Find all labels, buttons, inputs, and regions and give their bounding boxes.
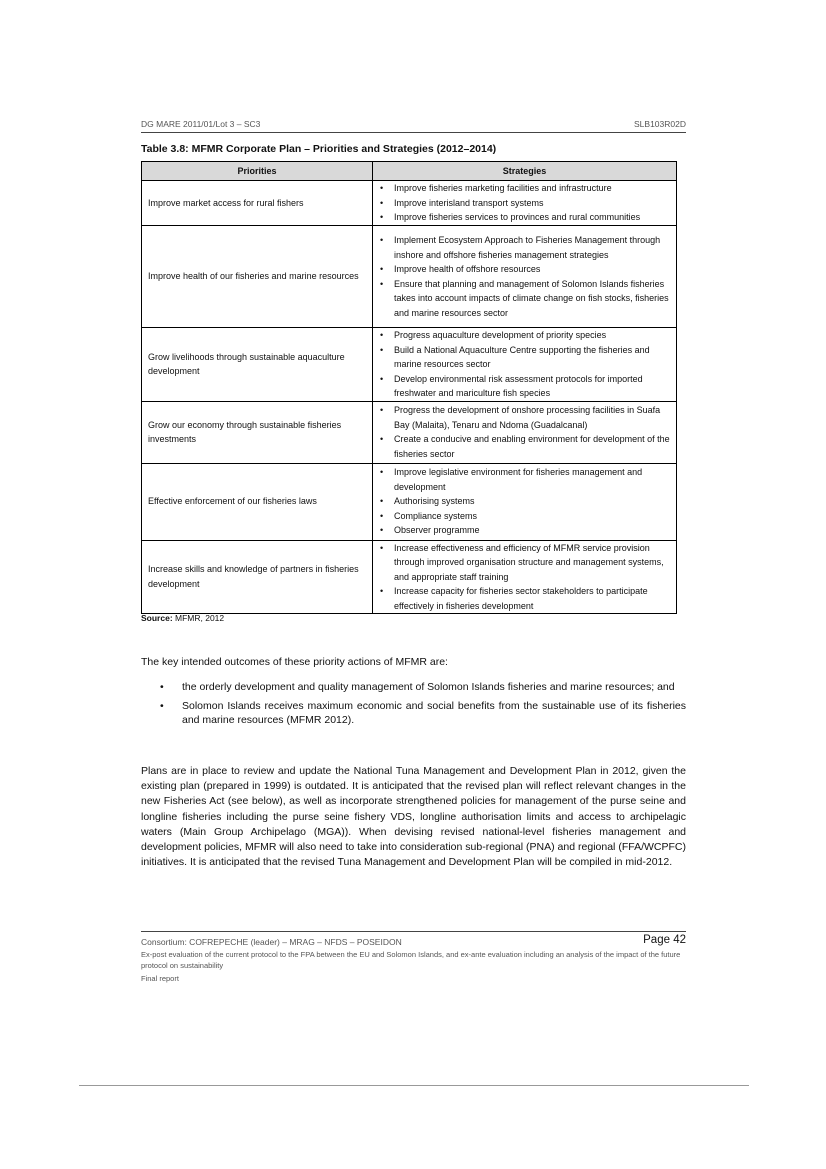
table-header-row — [142, 162, 677, 181]
strategy-list — [377, 181, 673, 225]
footer-divider — [141, 931, 686, 932]
strategy-item: • Improve fisheries services to provinces and rural communities — [377, 210, 673, 225]
header-reference: DG MARE 2011/01/Lot 3 – SC3 — [141, 119, 261, 129]
tuna-plan-paragraph: Plans are in place to review and update the National Tuna Management and Development Plan in 2012, given the existing plan (prepared in 1999) is outdated. It is anticipated that the revised plan will reflect relevant changes in the new Fisheries Act (see below), as well as incorporate strengthened policies for management of the purse seine and longline fisheries including the purse seine fishery VDS, longline authorisation limits and access to archipelagic waters (Main Group Archipelago (MGA)). When devising revised national-level fisheries management and development policies, MFMR will also need to take into consideration sub-regional (PNA) and regional (FFA/WCPFC) initiatives. It is anticipated that the revised Tuna Management and Development Plan will be compiled in mid-2012. — [141, 765, 686, 869]
strategy-item: • Authorising systems — [377, 494, 673, 509]
strategy-list — [377, 465, 673, 538]
strategy-list — [377, 541, 673, 614]
strategies-cell — [373, 181, 677, 226]
table-row — [142, 540, 677, 614]
column-header-strategies: Strategies — [373, 162, 677, 181]
strategy-list — [377, 328, 673, 401]
priority-cell: Improve market access for rural fishers — [142, 181, 373, 226]
strategy-item: • Progress the development of onshore processing facilities in Suafa Bay (Malaita), Tenaru and Ndoma (Guadalcanal) — [377, 403, 673, 432]
priority-cell: Increase skills and knowledge of partners in fisheries development — [142, 540, 373, 614]
footer-note: Ex-post evaluation of the current protocol to the FPA between the EU and Solomon Islands, and ex-ante evaluation including an analysis of the impact of the future protocol on sustainability — [141, 950, 681, 970]
page-bottom-divider — [79, 1085, 749, 1086]
outcomes-list — [141, 680, 686, 732]
outcome-item: • the orderly development and quality management of Solomon Islands fisheries and marine resources; and — [141, 680, 686, 694]
table-row — [142, 401, 677, 463]
strategy-item: • Ensure that planning and management of Solomon Islands fisheries takes into account impacts of climate change on fish stocks, fisheries and marine resources sector — [377, 277, 673, 321]
source-text: MFMR, 2012 — [172, 613, 225, 623]
strategy-item: • Improve interisland transport systems — [377, 196, 673, 211]
strategy-item: • Increase capacity for fisheries sector stakeholders to participate effectively in fisheries development — [377, 584, 673, 613]
strategy-item: • Create a conducive and enabling environment for development of the fisheries sector — [377, 432, 673, 461]
strategy-item: • Compliance systems — [377, 509, 673, 524]
outcome-item: • Solomon Islands receives maximum economic and social benefits from the sustainable use of its fisheries and marine resources (MFMR 2012). — [141, 699, 686, 727]
page-number: Page 42 — [643, 934, 686, 946]
strategy-item: • Build a National Aquaculture Centre supporting the fisheries and marine resources sector — [377, 343, 673, 372]
table-row — [142, 226, 677, 328]
outcomes-intro: The key intended outcomes of these priority actions of MFMR are: — [141, 656, 448, 668]
table-source — [141, 613, 224, 623]
strategy-item: • Observer programme — [377, 523, 673, 538]
priorities-strategies-table — [141, 161, 677, 614]
strategies-cell — [373, 540, 677, 614]
strategies-cell — [373, 401, 677, 463]
strategy-item: • Develop environmental risk assessment protocols for imported freshwater and mariculture fish species — [377, 372, 673, 401]
strategy-item: • Progress aquaculture development of priority species — [377, 328, 673, 343]
strategies-cell — [373, 328, 677, 402]
strategy-list — [377, 403, 673, 461]
priority-cell: Grow our economy through sustainable fisheries investments — [142, 401, 373, 463]
strategy-item: • Improve fisheries marketing facilities and infrastructure — [377, 181, 673, 196]
strategy-item: • Improve health of offshore resources — [377, 262, 673, 277]
strategies-cell — [373, 463, 677, 540]
column-header-priorities: Priorities — [142, 162, 373, 181]
priority-cell: Effective enforcement of our fisheries laws — [142, 463, 373, 540]
strategy-item: • Implement Ecosystem Approach to Fisheries Management through inshore and offshore fisheries management strategies — [377, 233, 673, 262]
strategies-cell — [373, 226, 677, 328]
table-row — [142, 181, 677, 226]
footer-consortium: Consortium: COFREPECHE (leader) – MRAG – NFDS – POSEIDON — [141, 937, 402, 947]
header-divider — [141, 132, 686, 133]
priority-cell: Improve health of our fisheries and marine resources — [142, 226, 373, 328]
header-doc-code: SLB103R02D — [634, 119, 686, 129]
strategy-item: • Increase effectiveness and efficiency of MFMR service provision through improved organisation structure and management systems, and appropriate staff training — [377, 541, 673, 585]
strategy-item: • Improve legislative environment for fisheries management and development — [377, 465, 673, 494]
source-label: Source: — [141, 613, 173, 623]
table-caption: Table 3.8: MFMR Corporate Plan – Priorities and Strategies (2012–2014) — [141, 143, 497, 155]
footer-final-report: Final report — [141, 974, 179, 983]
table-row — [142, 328, 677, 402]
priority-cell: Grow livelihoods through sustainable aquaculture development — [142, 328, 373, 402]
table-row — [142, 463, 677, 540]
strategy-list — [377, 233, 673, 320]
